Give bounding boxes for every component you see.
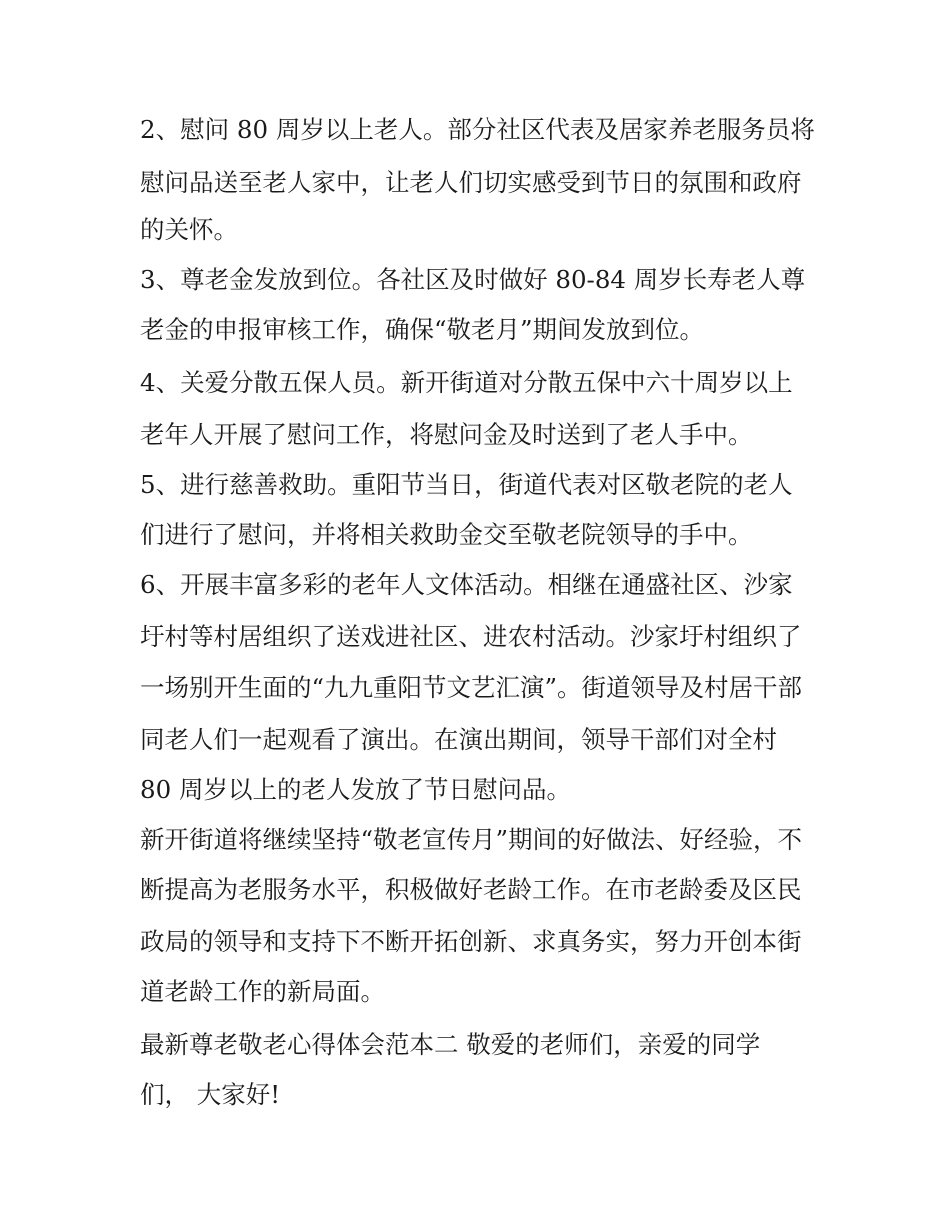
text-line: 们进行了慰问，并将相关救助金交至敬老院领导的手中。 — [140, 520, 753, 549]
text-line: 同老人们一起观看了演出。在演出期间，领导干部们对全村 — [140, 725, 777, 754]
text-line: 们， 大家好! — [140, 1080, 281, 1109]
text-line: 80 周岁以上的老人发放了节日慰问品。 — [140, 775, 571, 804]
text-line: 断提高为老服务水平，积极做好老龄工作。在市老龄委及区民 — [140, 875, 802, 904]
text-line: 6、开展丰富多彩的老年人文体活动。相继在通盛社区、沙家 — [140, 570, 793, 599]
text-line: 慰问品送至老人家中，让老人们切实感受到节日的氛围和政府 — [140, 168, 802, 197]
text-line: 老年人开展了慰问工作，将慰问金及时送到了老人手中。 — [140, 420, 753, 449]
text-line: 2、慰问 80 周岁以上老人。部分社区代表及居家养老服务员将 — [140, 115, 815, 144]
text-line: 政局的领导和支持下不断开拓创新、求真务实，努力开创本街 — [140, 927, 802, 956]
text-line: 的关怀。 — [140, 215, 238, 244]
text-line: 4、关爱分散五保人员。新开街道对分散五保中六十周岁以上 — [140, 368, 793, 397]
text-line: 道老龄工作的新局面。 — [140, 977, 385, 1006]
text-line: 老金的申报审核工作，确保“敬老月”期间发放到位。 — [140, 315, 705, 344]
text-line: 一场别开生面的“九九重阳节文艺汇演”。街道领导及村居干部 — [140, 673, 803, 702]
text-line: 新开街道将继续坚持“敬老宣传月”期间的好做法、好经验，不 — [140, 825, 803, 854]
text-line: 3、尊老金发放到位。各社区及时做好 80-84 周岁长寿老人尊 — [140, 265, 806, 294]
text-line: 5、进行慈善救助。重阳节当日，街道代表对区敬老院的老人 — [140, 470, 793, 499]
text-line: 最新尊老敬老心得体会范本二 敬爱的老师们，亲爱的同学 — [140, 1030, 761, 1059]
text-line: 圩村等村居组织了送戏进社区、进农村活动。沙家圩村组织了 — [140, 622, 802, 651]
